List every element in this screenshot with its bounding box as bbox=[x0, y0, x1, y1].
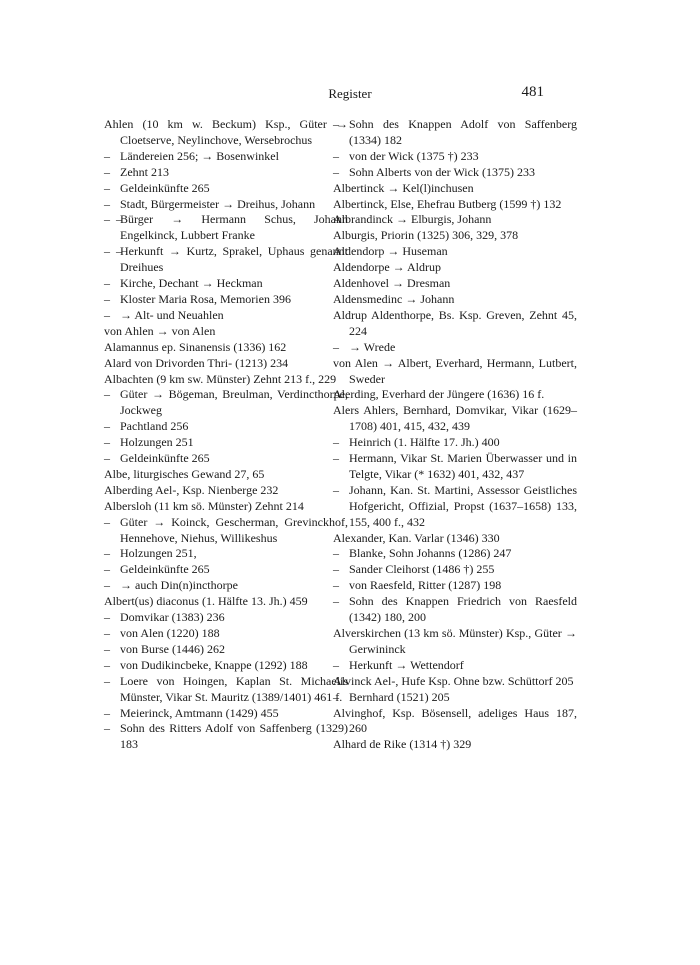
index-entry: Albachten (9 km sw. Münster) Zehnt 213 f., 229 bbox=[104, 371, 337, 386]
index-entry: – Stadt, Bürgermeister → Dreihus, Johann bbox=[104, 197, 348, 213]
index-entry: – Pachtland 256 bbox=[104, 419, 348, 435]
index-entry: – von Burse (1446) 262 bbox=[104, 642, 348, 658]
index-entry: – Kirche, Dechant → Heckman bbox=[104, 276, 348, 292]
index-entry: – Loere von Hoingen, Kaplan St. Michaelis Münster, Vikar St. Mauritz (1389/1401) 461 f. bbox=[104, 674, 348, 706]
index-entry: Alverskirchen (13 km sö. Münster) Ksp., Güter → Gerwininck bbox=[333, 626, 577, 656]
index-entry: Alamannus ep. Sinanensis (1336) 162 bbox=[104, 339, 287, 354]
index-entry: Aldendorp → Huseman bbox=[333, 244, 448, 259]
index-entry: – Domvikar (1383) 236 bbox=[104, 610, 348, 626]
index-entry: – Holzungen 251 bbox=[104, 435, 348, 451]
running-head-title: Register bbox=[328, 86, 372, 101]
index-entry: – Geldeinkünfte 265 bbox=[104, 562, 348, 578]
index-entry: Albertinck, Else, Ehefrau Butberg (1599 †) 132 bbox=[333, 196, 562, 211]
index-entry: Alerding, Everhard der Jüngere (1636) 16 f. bbox=[333, 387, 545, 402]
index-entry: – Geldeinkünfte 265 bbox=[104, 451, 348, 467]
index-entry: Alhard de Rike (1314 †) 329 bbox=[333, 737, 472, 752]
index-entry: – Johann, Kan. St. Martini, Assessor Geistliches Hofgericht, Offizial, Propst (1637–1658) 133, 155, 400 f., 432 bbox=[333, 483, 577, 531]
index-entry: Alberding Ael-, Ksp. Nienberge 232 bbox=[104, 482, 279, 497]
index-entry: Albertinck → Kel(l)inchusen bbox=[333, 180, 474, 195]
index-entry: Alburgis, Priorin (1325) 306, 329, 378 bbox=[333, 228, 519, 243]
index-entry: – Sohn Alberts von der Wick (1375) 233 bbox=[333, 165, 577, 181]
index-column-right bbox=[333, 117, 577, 753]
index-entry: Albe, liturgisches Gewand 27, 65 bbox=[104, 466, 265, 481]
index-entry: Alard von Drivorden Thri- (1213) 234 bbox=[104, 355, 289, 370]
index-entry: – von der Wick (1375 †) 233 bbox=[333, 149, 577, 165]
index-entry: – Bernhard (1521) 205 bbox=[333, 690, 577, 706]
index-entry: Aldrup Aldenthorpe, Bs. Ksp. Greven, Zehnt 45, 224 bbox=[333, 307, 577, 338]
index-entry: – Meierinck, Amtmann (1429) 455 bbox=[104, 706, 348, 722]
index-entry: Alexander, Kan. Varlar (1346) 330 bbox=[333, 530, 500, 545]
index-entry: – → Alt- und Neuahlen bbox=[104, 308, 348, 324]
index-entry: Alvinghof, Ksp. Bösensell, adeliges Haus 187, 260 bbox=[333, 705, 577, 736]
index-entry: – Herkunft → Wettendorf bbox=[333, 658, 577, 674]
index-entry: Aldenhovel → Dresman bbox=[333, 276, 451, 291]
index-entry: – Zehnt 213 bbox=[104, 165, 348, 181]
index-column-left bbox=[104, 117, 348, 753]
index-entry: – – Herkunft → Kurtz, Sprakel, Uphaus genannt Dreihues bbox=[104, 244, 348, 276]
index-entry: Alvinck Ael-, Hufe Ksp. Ohne bzw. Schüttorf 205 bbox=[333, 673, 574, 688]
index-entry: Aldensmedinc → Johann bbox=[333, 291, 455, 306]
index-entry: – Heinrich (1. Hälfte 17. Jh.) 400 bbox=[333, 435, 577, 451]
index-entry: – Hermann, Vikar St. Marien Überwasser und in Telgte, Vikar (* 1632) 401, 432, 437 bbox=[333, 451, 577, 483]
index-entry: von Alen → Albert, Everhard, Hermann, Lutbert, Sweder bbox=[333, 355, 577, 386]
index-entry: Aldendorpe → Aldrup bbox=[333, 260, 441, 275]
index-entry: – von Raesfeld, Ritter (1287) 198 bbox=[333, 578, 577, 594]
index-entry: – Kloster Maria Rosa, Memorien 396 bbox=[104, 292, 348, 308]
index-entry: – – Bürger → Hermann Schus, Johann Engelkinck, Lubbert Franke bbox=[104, 212, 348, 244]
index-entry: – Sohn des Ritters Adolf von Saffenberg (1329) 183 bbox=[104, 721, 348, 753]
index-entry: Alers Ahlers, Bernhard, Domvikar, Vikar (1629–1708) 401, 415, 432, 439 bbox=[333, 403, 577, 434]
index-entry: – von Dudikincbeke, Knappe (1292) 188 bbox=[104, 658, 348, 674]
index-entry: – → Wrede bbox=[333, 340, 577, 356]
index-entry: – Ländereien 256; → Bosenwinkel bbox=[104, 149, 348, 165]
index-entry: Albert(us) diaconus (1. Hälfte 13. Jh.) 459 bbox=[104, 594, 308, 609]
index-entry: – → auch Din(n)incthorpe bbox=[104, 578, 348, 594]
index-entry: – Holzungen 251, bbox=[104, 546, 348, 562]
index-entry: Albersloh (11 km sö. Münster) Zehnt 214 bbox=[104, 498, 304, 513]
index-entry: – Geldeinkünfte 265 bbox=[104, 181, 348, 197]
index-entry: – Güter → Koinck, Gescherman, Grevinckhof, Hennehove, Niehus, Willikeshus bbox=[104, 515, 348, 547]
index-entry: – Sohn des Knappen Adolf von Saffenberg (1334) 182 bbox=[333, 117, 577, 149]
index-entry: – Güter → Bögeman, Breulman, Verdincthorpe, Jockweg bbox=[104, 387, 348, 419]
index-entry: Albrandinck → Elburgis, Johann bbox=[333, 212, 492, 227]
index-entry: von Ahlen → von Alen bbox=[104, 323, 216, 338]
page-number: 481 bbox=[521, 84, 544, 100]
index-entry: – Blanke, Sohn Johanns (1286) 247 bbox=[333, 546, 577, 562]
index-entry: Ahlen (10 km w. Beckum) Ksp., Güter → Cloetserve, Neylinchove, Wersebrochus bbox=[104, 117, 348, 147]
running-head bbox=[0, 84, 700, 104]
index-entry: – Sander Cleihorst (1486 †) 255 bbox=[333, 562, 577, 578]
index-entry: – Sohn des Knappen Friedrich von Raesfeld (1342) 180, 200 bbox=[333, 594, 577, 626]
index-entry: – von Alen (1220) 188 bbox=[104, 626, 348, 642]
